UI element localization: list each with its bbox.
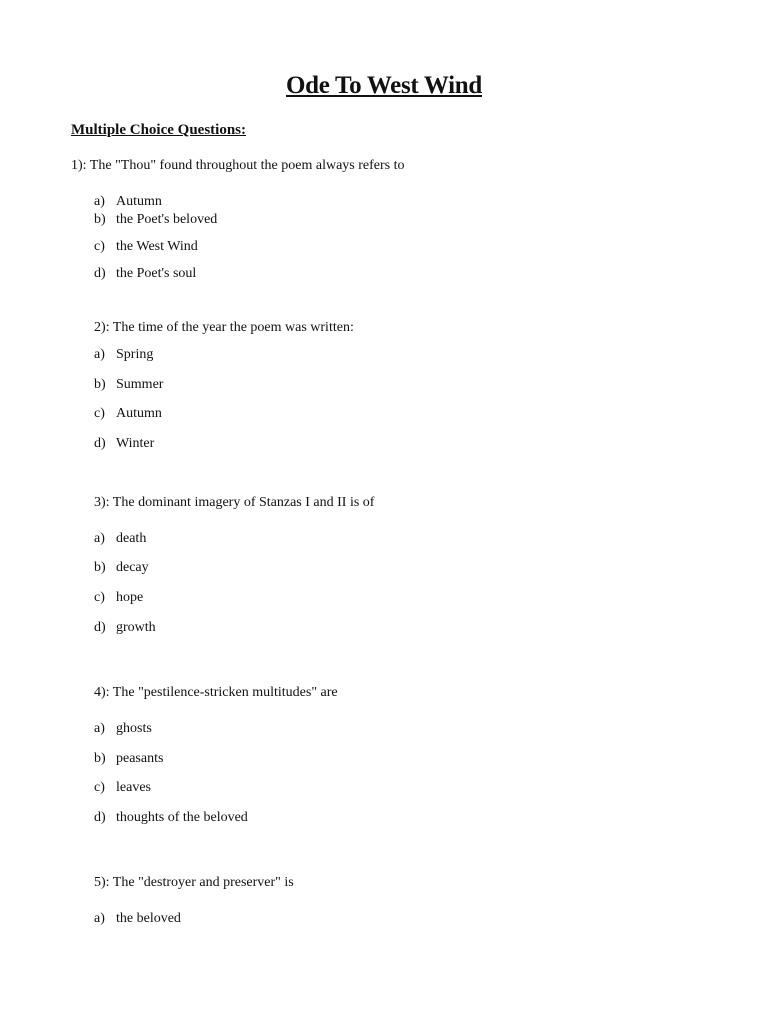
question-5-option-a [94, 911, 181, 927]
option-text: Winter [116, 436, 155, 451]
question-3-option-d [94, 620, 156, 636]
option-letter: a) [94, 911, 105, 926]
option-letter: d) [94, 620, 106, 635]
option-text: thoughts of the beloved [116, 810, 248, 825]
question-4-option-a [94, 721, 152, 737]
question-3-option-b [94, 560, 149, 576]
option-text: leaves [116, 780, 151, 795]
question-2: 2): The time of the year the poem was written: [94, 320, 354, 335]
option-text: peasants [116, 751, 164, 766]
option-letter: a) [94, 347, 105, 362]
question-1-option-c [94, 239, 198, 255]
question-1-option-d [94, 266, 196, 282]
document-title: Ode To West Wind [286, 72, 482, 99]
question-2-option-b [94, 377, 163, 393]
section-heading: Multiple Choice Questions: [71, 122, 246, 138]
option-letter: d) [94, 436, 106, 451]
option-letter: b) [94, 560, 106, 575]
option-text: the Poet's soul [116, 266, 197, 281]
question-3: 3): The dominant imagery of Stanzas I and II is of [94, 495, 375, 510]
option-letter: c) [94, 590, 105, 605]
option-letter: d) [94, 266, 106, 281]
option-letter: c) [94, 406, 105, 421]
question-2-option-a [94, 347, 153, 363]
option-letter: b) [94, 751, 106, 766]
option-text: Summer [116, 377, 164, 392]
option-letter: a) [94, 194, 105, 209]
option-text: decay [116, 560, 149, 575]
option-letter: a) [94, 721, 105, 736]
option-letter: d) [94, 810, 106, 825]
question-5: 5): The "destroyer and preserver" is [94, 875, 294, 890]
question-1-option-b [94, 212, 217, 228]
question-4: 4): The "pestilence-stricken multitudes" are [94, 685, 338, 700]
option-letter: c) [94, 239, 105, 254]
option-text: growth [116, 620, 156, 635]
option-text: the Poet's beloved [116, 212, 218, 227]
option-text: Spring [116, 347, 154, 362]
option-text: hope [116, 590, 144, 605]
option-text: Autumn [116, 406, 162, 421]
option-text: the beloved [116, 911, 181, 926]
option-letter: b) [94, 212, 106, 227]
question-4-option-d [94, 810, 248, 826]
question-2-option-d [94, 436, 154, 452]
option-text: Autumn [116, 194, 162, 209]
question-1-option-a [94, 194, 162, 210]
option-letter: b) [94, 377, 106, 392]
question-3-option-c [94, 590, 143, 606]
question-4-option-c [94, 780, 151, 796]
question-3-option-a [94, 531, 146, 547]
question-2-option-c [94, 406, 162, 422]
option-text: death [116, 531, 147, 546]
question-1: 1): The "Thou" found throughout the poem always refers to [71, 158, 405, 173]
option-text: ghosts [116, 721, 152, 736]
option-letter: a) [94, 531, 105, 546]
option-text: the West Wind [116, 239, 198, 254]
option-letter: c) [94, 780, 105, 795]
question-4-option-b [94, 751, 163, 767]
